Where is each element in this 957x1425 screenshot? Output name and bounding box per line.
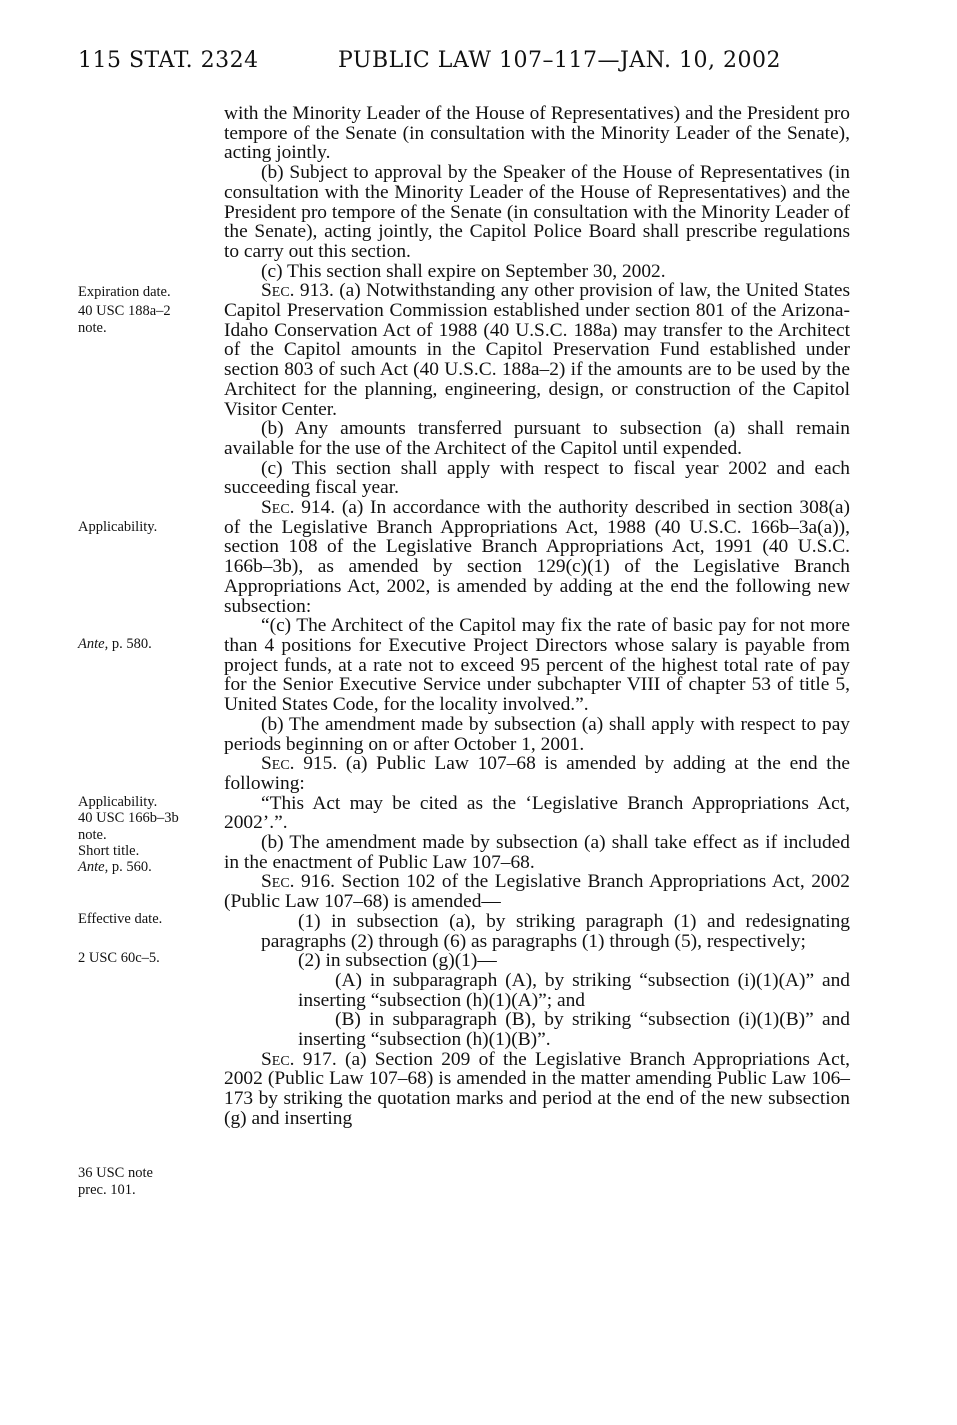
section-text: (a) Public Law 107–68 is amended by adding at the end the following: [224, 753, 850, 794]
section-label: Sec. 914. [261, 497, 336, 519]
section-label: Sec. 917. [261, 1048, 337, 1070]
paragraph-continued: with the Minority Leader of the House of Representatives) and the President pro tempore of the Senate (in consultation with the Minority Leader of the Senate), acting jointly. [224, 103, 850, 164]
section-916-item-2: (2) in subsection (g)(1)— [298, 950, 497, 972]
paragraph-c: (c) This section shall expire on September 30, 2002. [261, 260, 666, 282]
ante-page: p. 560. [108, 859, 152, 875]
section-label: Sec. 915. [261, 753, 338, 775]
section-914-b: (b) The amendment made by subsection (a) shall apply with respect to pay periods beginning on or after October 1, 2001. [224, 713, 850, 755]
paragraph-b: (b) Subject to approval by the Speaker of the House of Representatives (in consultation with the Minority Leader of the House of Representatives) and the President pro tempore of the Senate (in consultation with the Minority Leader of the Senate), acting jointly, the Capitol Police Board shall prescribe regulations to carry out this section. [224, 162, 850, 262]
margin-note-applicability-1: Applicability. [78, 519, 158, 535]
section-914-a [224, 498, 850, 616]
statute-body [224, 104, 850, 1129]
margin-note-usc-101: 36 USC note prec. 101. [78, 1165, 153, 1198]
ante-label: Ante, [78, 636, 109, 652]
section-label: Sec. 916. [261, 871, 335, 893]
section-text: (a) Section 209 of the Legislative Branch Appropriations Act, 2002 (Public Law 107–68) is amended in the matter amending Public Law 106–173 by striking the quotation marks and period at the end of the new subsection (g) and inserting [224, 1048, 850, 1129]
margin-note-effective-date: Effective date. [78, 911, 163, 927]
margin-note-ante-560 [78, 859, 208, 876]
margin-note-ante-580 [78, 636, 208, 653]
section-913-b: (b) Any amounts transferred pursuant to subsection (a) shall remain available for the use of the Architect of the Capitol until expended. [224, 418, 850, 459]
section-text: (a) In accordance with the authority described in section 308(a) of the Legislative Branch Appropriations Act, 1988 (40 U.S.C. 166b–3a(a)), section 108 of the Legislative Branch Appropriations Act, 1991 (40 U.S.C. 166b–3b), as amended by section 129(c)(1) of the Legislative Branch Appropriations Act, 2002, is amended by adding at the end the following new subsection: [224, 497, 850, 617]
section-916-item-1: (1) in subsection (a), by striking paragraph (1) and redesignating paragraphs (2) through (6) as paragraphs (1) through (5), respectively; [261, 910, 850, 952]
margin-note-expiration: Expiration date. [78, 284, 171, 300]
section-label: Sec. 913. [261, 280, 334, 302]
ante-page: p. 580. [108, 636, 152, 652]
section-text: Section 102 of the Legislative Branch Appropriations Act, 2002 (Public Law 107–68) is amended— [224, 871, 850, 913]
section-916-intro [224, 872, 850, 911]
margin-note-short-title: Short title. [78, 843, 140, 859]
public-law-running-head: PUBLIC LAW 107–117—JAN. 10, 2002 [338, 48, 781, 73]
ante-label: Ante, [78, 859, 109, 875]
stat-page-reference: 115 STAT. 2324 [78, 48, 259, 73]
section-915-a [224, 754, 850, 793]
section-916-item-2a: (A) in subparagraph (A), by striking “subsection (i)(1)(A)” and inserting “subsection (h)(1)(A)”; and [298, 969, 850, 1011]
section-913-c: (c) This section shall apply with respect to fiscal year 2002 and each succeeding fiscal year. [224, 457, 850, 499]
section-913-a [224, 281, 850, 419]
section-915-b: (b) The amendment made by subsection (a) shall take effect as if included in the enactment of Public Law 107–68. [224, 832, 850, 873]
section-914-quote: “(c) The Architect of the Capitol may fix the rate of basic pay for not more than 4 positions for Executive Project Directors whose salary is payable from project funds, at a rate not to exceed 95 percent of the highest total rate of pay for the Senior Executive Service under subchapter VIII of chapter 53 of title 5, United States Code, for the locality involved.”. [224, 615, 850, 716]
margin-note-usc-60c: 2 USC 60c–5. [78, 950, 160, 966]
section-915-quote: “This Act may be cited as the ‘Legislative Branch Appropriations Act, 2002’.”. [224, 792, 850, 834]
margin-note-usc-166b: 40 USC 166b–3b note. [78, 810, 179, 843]
section-917-a [224, 1050, 850, 1129]
section-text: (a) Notwithstanding any other provision of law, the United States Capitol Preservation Commission established under section 801 of the Arizona-Idaho Conservation Act of 1988 (40 U.S.C. 188a) may transfer to the Architect of the Capitol amounts in the Capitol Preservation Fund established under section 803 of such Act (40 U.S.C. 188a–2) if the amounts are to be used by the Architect for the planning, engineering, design, or construction of the Capitol Visitor Center. [224, 280, 850, 420]
margin-note-usc-188a: 40 USC 188a–2 note. [78, 303, 171, 336]
margin-note-applicability-2: Applicability. [78, 794, 158, 810]
section-916-item-2b: (B) in subparagraph (B), by striking “subsection (i)(1)(B)” and inserting “subsection (h)(1)(B)”. [298, 1009, 850, 1051]
